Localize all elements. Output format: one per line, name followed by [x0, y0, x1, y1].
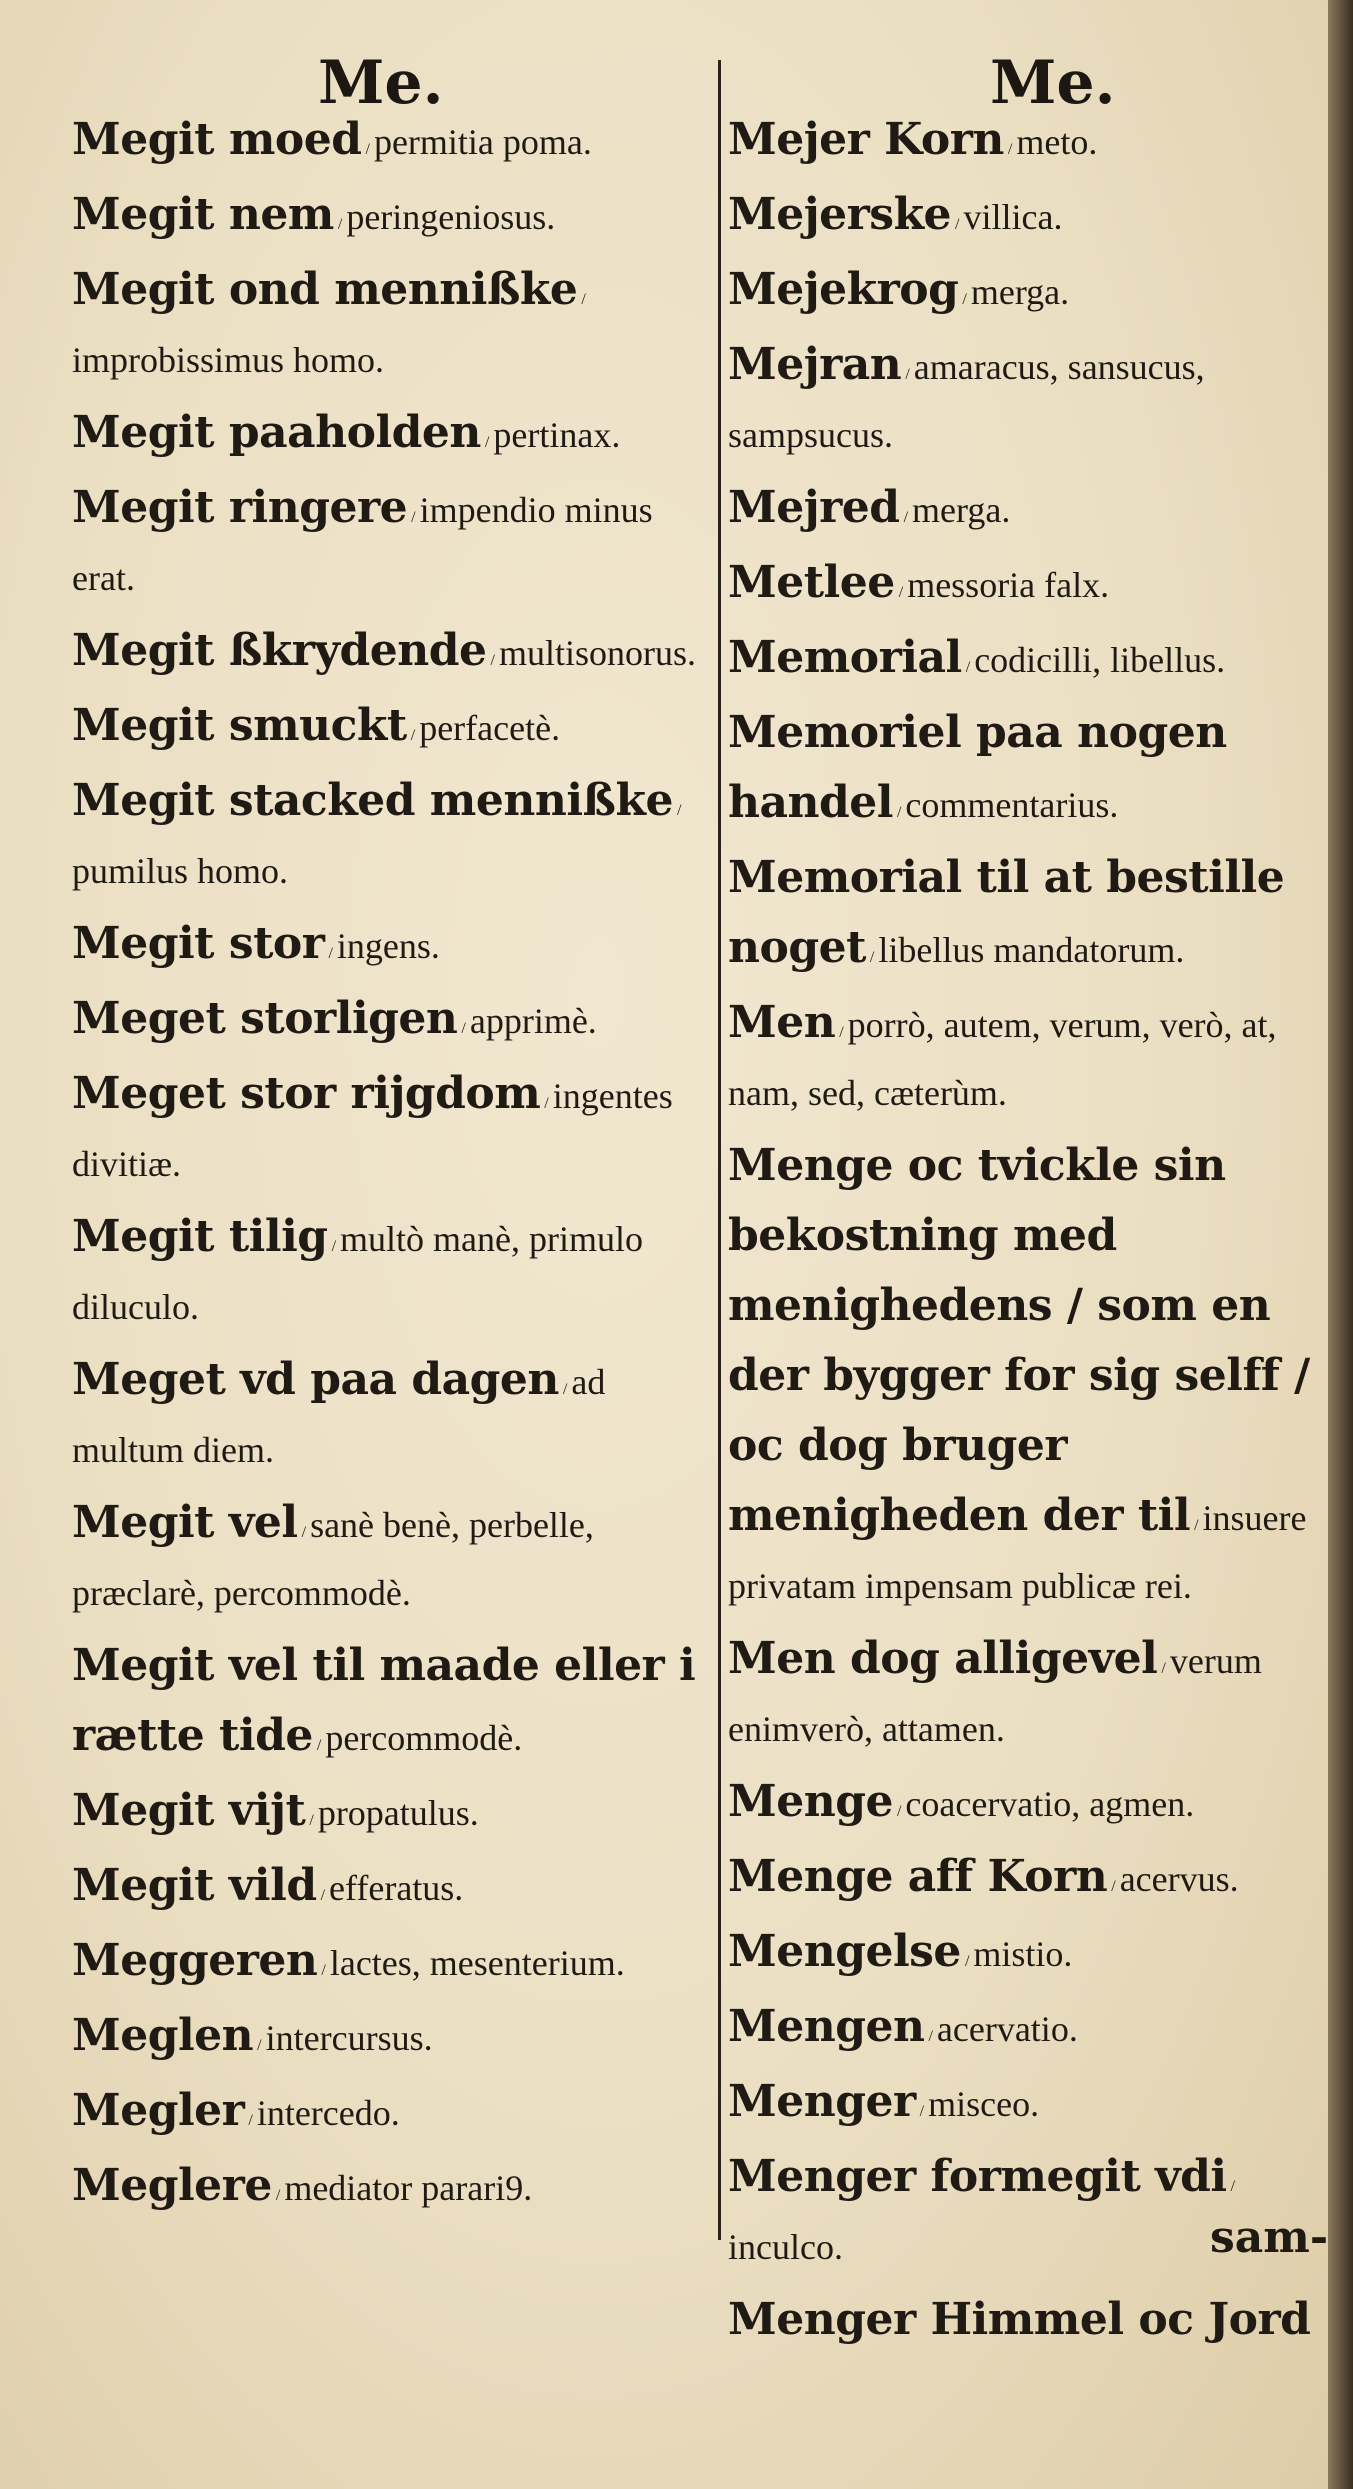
dictionary-entry: Megit vel til maade eller i rætte tide / percommodè.	[72, 1640, 696, 1761]
dictionary-entry: Menge aff Korn / acervus.	[728, 1851, 1239, 1902]
definition: ingens.	[336, 926, 440, 966]
headword: Men dog alligevel	[728, 1633, 1158, 1684]
headword: Megit ßkrydende	[72, 625, 487, 676]
page-header-left: Me.	[318, 48, 444, 118]
definition: pertinax.	[493, 415, 621, 455]
definition: codicilli, libellus.	[974, 640, 1226, 680]
dictionary-entry: Megit ond mennißke / improbissimus homo.	[72, 264, 586, 380]
dictionary-entry: Metlee / messoria falx.	[728, 557, 1110, 608]
definition: commentarius.	[905, 785, 1119, 825]
headword: Metlee	[728, 557, 895, 608]
headword: Megit nem	[72, 189, 334, 240]
headword: Menge oc tvickle sin bekostning med menighedens / som en der bygger for sig selff / oc dog bruger menigheden der til	[728, 1140, 1310, 1541]
definition: acervatio.	[936, 2009, 1078, 2049]
headword: Megit vild	[72, 1860, 317, 1911]
dictionary-entry: Mejekrog / merga.	[728, 264, 1070, 315]
headword: Menger	[728, 2076, 916, 2127]
definition: inculco.	[728, 2227, 843, 2267]
headword: Megit vijt	[72, 1785, 306, 1836]
headword: Megit stor	[72, 918, 325, 969]
definition: mediator parari9.	[284, 2168, 533, 2208]
dictionary-entry: Menge oc tvickle sin bekostning med menighedens / som en der bygger for sig selff / oc dog bruger menigheden der til / insuere privatam impensam publicæ rei.	[728, 1140, 1310, 1606]
headword: Mejran	[728, 339, 902, 390]
headword: Menger Himmel oc Jord	[728, 2294, 1311, 2345]
headword: Meglere	[72, 2160, 272, 2211]
definition: intercedo.	[256, 2093, 400, 2133]
dictionary-entry: Meglen / intercursus.	[72, 2010, 433, 2061]
dictionary-entry: Megit vijt / propatulus.	[72, 1785, 479, 1836]
definition: multò manè, primulo diluculo.	[72, 1219, 643, 1327]
definition: sanè benè, perbelle, præclarè, percommodè.	[72, 1505, 594, 1613]
catchword: sam-	[1210, 2212, 1328, 2263]
definition: permitia poma.	[373, 122, 592, 162]
headword: Megit vel til maade eller i rætte tide	[72, 1640, 696, 1761]
headword: Megit vel	[72, 1497, 298, 1548]
dictionary-entry: Mejred / merga.	[728, 482, 1011, 533]
definition: propatulus.	[317, 1793, 479, 1833]
headword: Megit smuckt	[72, 700, 407, 751]
dictionary-entry: Megit vild / efferatus.	[72, 1860, 464, 1911]
dictionary-entry: Meggeren / lactes, mesenterium.	[72, 1935, 625, 1986]
dictionary-entry: Menger formegit vdi / inculco.	[728, 2151, 1236, 2267]
headword: Mejerske	[728, 189, 952, 240]
definition: peringeniosus.	[346, 197, 556, 237]
definition: percommodè.	[325, 1718, 523, 1758]
headword: Meglen	[72, 2010, 254, 2061]
left-column	[72, 110, 702, 2231]
definition: acervus.	[1119, 1859, 1239, 1899]
dictionary-entry: Meget vd paa dagen / ad multum diem.	[72, 1354, 606, 1470]
right-column	[728, 110, 1318, 2365]
definition: impendio minus erat.	[72, 490, 653, 598]
headword: Mejekrog	[728, 264, 959, 315]
definition: amaracus, sansucus, sampsucus.	[728, 347, 1205, 455]
dictionary-entry: Meglere / mediator parari9.	[72, 2160, 533, 2211]
headword: Menger formegit vdi	[728, 2151, 1227, 2202]
headword: Mengen	[728, 2001, 925, 2052]
dictionary-entry: Megit vel / sanè benè, perbelle, præclarè, percommodè.	[72, 1497, 594, 1613]
headword: Mengelse	[728, 1926, 961, 1977]
dictionary-entry: Megit smuckt / perfacetè.	[72, 700, 561, 751]
dictionary-entry: Megit tilig / multò manè, primulo diluculo.	[72, 1211, 643, 1327]
dictionary-entry: Megit paaholden / pertinax.	[72, 407, 621, 458]
definition: merga.	[970, 272, 1070, 312]
definition: meto.	[1016, 122, 1098, 162]
dictionary-entry: Meget stor rijgdom / ingentes divitiæ.	[72, 1068, 673, 1184]
dictionary-entry: Megit stor / ingens.	[72, 918, 440, 969]
headword: Megit moed	[72, 114, 362, 165]
headword: Megit ringere	[72, 482, 408, 533]
headword: Memorial til at bestille noget	[728, 852, 1285, 973]
definition: mistio.	[973, 1934, 1073, 1974]
dictionary-entry	[728, 2290, 1318, 2360]
dictionary-entry: Memorial / codicilli, libellus.	[728, 632, 1226, 683]
headword: Megit stacked mennißke	[72, 775, 673, 826]
dictionary-entry: Megit nem / peringeniosus.	[72, 189, 556, 240]
definition: misceo.	[928, 2084, 1040, 2124]
dictionary-entry: Memorial til at bestille noget / libellus mandatorum.	[728, 852, 1285, 973]
definition: perfacetè.	[419, 708, 561, 748]
definition: libellus mandatorum.	[878, 930, 1185, 970]
dictionary-entry: Mejerske / villica.	[728, 189, 1063, 240]
definition: apprimè.	[469, 1001, 597, 1041]
headword: Meget stor rijgdom	[72, 1068, 541, 1119]
dictionary-entry: Mengelse / mistio.	[728, 1926, 1073, 1977]
dictionary-entry: Men dog alligevel / verum enimverò, attamen.	[728, 1633, 1262, 1749]
headword: Memoriel paa nogen handel	[728, 707, 1227, 828]
dictionary-entry: Memoriel paa nogen handel / commentarius.	[728, 707, 1227, 828]
definition: coacervatio, agmen.	[905, 1784, 1195, 1824]
dictionary-entry: Megit ßkrydende / multisonorus.	[72, 625, 696, 676]
dictionary-entry: Megler / intercedo.	[72, 2085, 400, 2136]
definition: efferatus.	[329, 1868, 464, 1908]
definition: insuere privatam impensam publicæ rei.	[728, 1498, 1307, 1606]
definition: intercursus.	[265, 2018, 433, 2058]
headword: Megit tilig	[72, 1211, 328, 1262]
page-edge	[1328, 0, 1353, 2489]
dictionary-entry: Megit ringere / impendio minus erat.	[72, 482, 653, 598]
headword: Menge aff Korn	[728, 1851, 1108, 1902]
dictionary-entry: Menger / misceo.	[728, 2076, 1040, 2127]
headword: Megler	[72, 2085, 245, 2136]
definition: pumilus homo.	[72, 851, 289, 891]
definition: messoria falx.	[907, 565, 1110, 605]
column-divider	[718, 60, 721, 2240]
headword: Memorial	[728, 632, 962, 683]
headword: Menge	[728, 1776, 893, 1827]
headword: Megit paaholden	[72, 407, 481, 458]
dictionary-entry: Megit stacked mennißke / pumilus homo.	[72, 775, 682, 891]
headword: Meget vd paa dagen	[72, 1354, 559, 1405]
dictionary-entry: Men / porrò, autem, verum, verò, at, nam, sed, cæterùm.	[728, 997, 1277, 1113]
dictionary-entry: Mejer Korn / meto.	[728, 114, 1098, 165]
definition: merga.	[912, 490, 1011, 530]
dictionary-entry: Megit moed / permitia poma.	[72, 114, 592, 165]
headword: Megit ond mennißke	[72, 264, 578, 315]
headword: Meggeren	[72, 1935, 318, 1986]
dictionary-entry: Menge / coacervatio, agmen.	[728, 1776, 1195, 1827]
dictionary-entry: Mengen / acervatio.	[728, 2001, 1078, 2052]
definition: improbissimus homo.	[72, 340, 385, 380]
definition: ad multum diem.	[72, 1362, 606, 1470]
headword: Meget storligen	[72, 993, 458, 1044]
definition: verum enimverò, attamen.	[728, 1641, 1262, 1749]
definition: villica.	[963, 197, 1063, 237]
headword: Men	[728, 997, 836, 1048]
definition: porrò, autem, verum, verò, at, nam, sed, cæterùm.	[728, 1005, 1277, 1113]
definition: multisonorus.	[498, 633, 696, 673]
dictionary-entry: Meget storligen / apprimè.	[72, 993, 597, 1044]
definition: ingentes divitiæ.	[72, 1076, 673, 1184]
page-header-right: Me.	[990, 48, 1116, 118]
headword: Mejred	[728, 482, 900, 533]
definition: lactes, mesenterium.	[329, 1943, 625, 1983]
dictionary-entry: Mejran / amaracus, sansucus, sampsucus.	[728, 339, 1205, 455]
headword: Mejer Korn	[728, 114, 1004, 165]
